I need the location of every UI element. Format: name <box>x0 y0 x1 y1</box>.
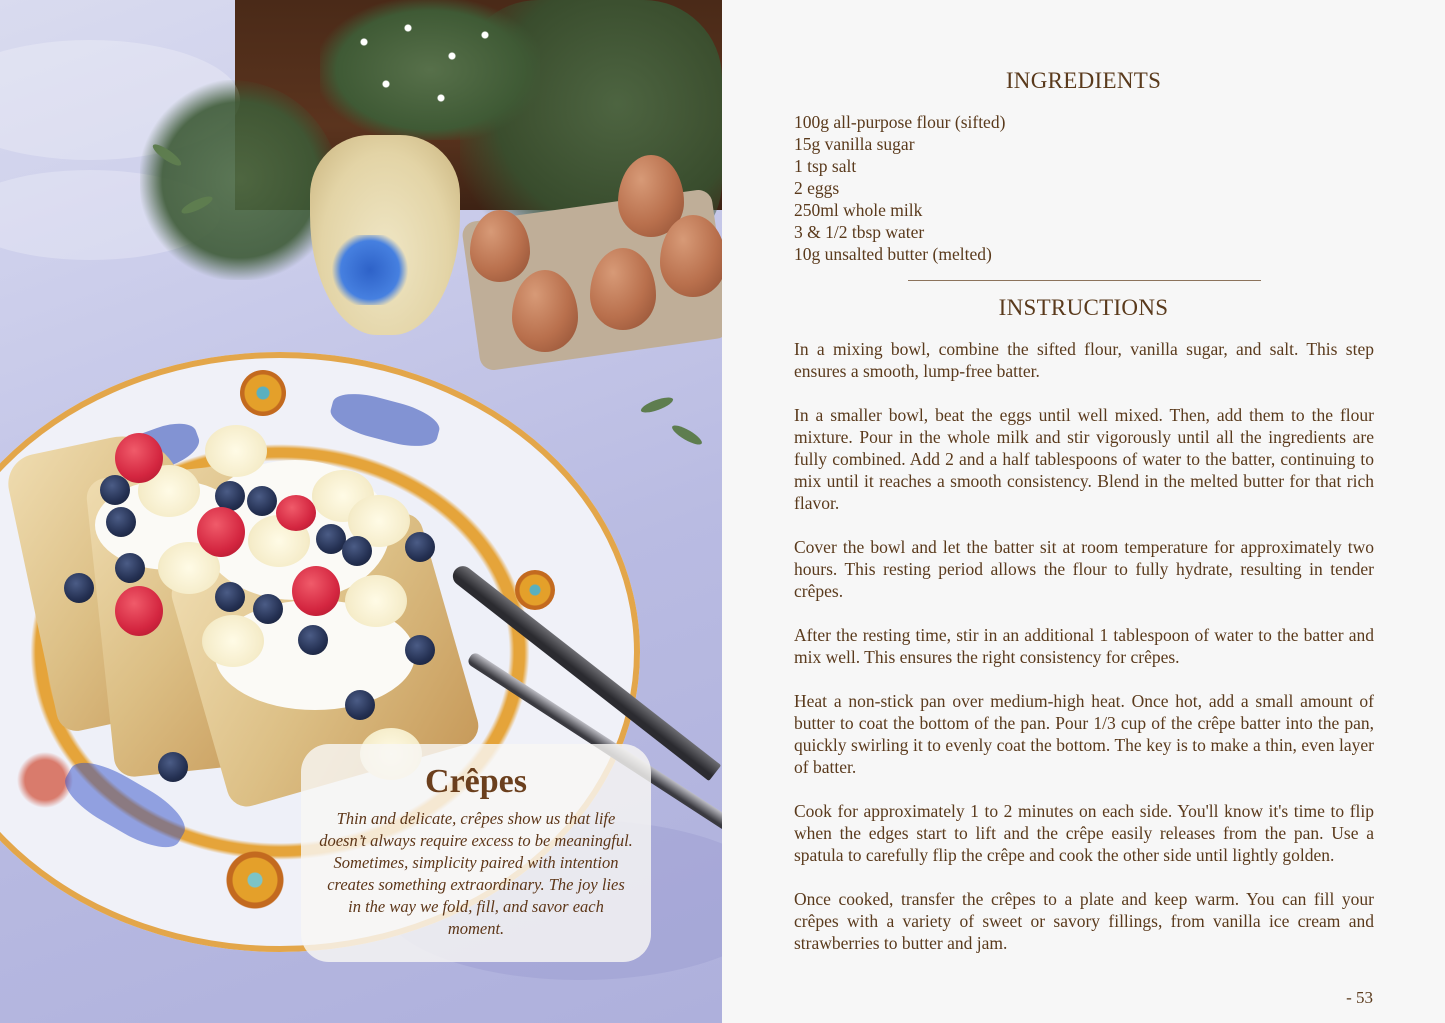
banana-slice <box>345 575 407 627</box>
blueberry <box>64 573 94 603</box>
blueberry <box>253 594 283 624</box>
instruction-step: Heat a non-stick pan over medium-high heat. Once hot, add a small amount of butter to coat the bottom of the pan. Pour 1/3 cup of the crêpe batter into the pan, quickly swirling it to evenly coat the bottom. The key is to make a thin, even layer of batter. <box>794 691 1374 777</box>
instruction-step: After the resting time, stir in an additional 1 tablespoon of water to the batter and mix well. This ensures the right consistency for crêpes. <box>794 625 1374 667</box>
blueberry <box>106 507 136 537</box>
recipe-text-page <box>722 0 1445 1023</box>
instructions-heading: INSTRUCTIONS <box>998 295 1169 320</box>
banana-slice <box>205 425 267 477</box>
instruction-step: In a smaller bowl, beat the eggs until well mixed. Then, add them to the flour mixture. Pour in the whole milk and stir vigorously until all the ingredients are fully combined. Add 2 and a half tablespoons of water to the batter, continuing to mix until it reaches a smooth consistency. Blend in the melted butter for that rich flavor. <box>794 405 1374 513</box>
page-number: - 53 <box>1346 988 1373 1007</box>
leaf <box>670 422 704 448</box>
blueberry <box>405 635 435 665</box>
raspberry <box>115 433 163 483</box>
section-divider <box>908 280 1261 281</box>
ingredients-list <box>794 111 1005 265</box>
blueberry <box>115 553 145 583</box>
vase-blue-flower <box>330 235 410 305</box>
raspberry <box>276 495 316 531</box>
instruction-step: Cook for approximately 1 to 2 minutes on each side. You'll know it's time to flip when the edges start to lift and the crêpe easily releases from the pan. Use a spatula to carefully flip the crêpe and cook the other side until lightly golden. <box>794 801 1374 865</box>
raspberry <box>115 586 163 636</box>
blueberry <box>100 475 130 505</box>
instruction-step: In a mixing bowl, combine the sifted flour, vanilla sugar, and salt. This step ensures a smooth, lump-free batter. <box>794 339 1374 381</box>
recipe-photo <box>0 0 722 1023</box>
instruction-step: Once cooked, transfer the crêpes to a plate and keep warm. You can fill your crêpes with a variety of sweet or savory fillings, from vanilla ice cream and strawberries to butter and jam. <box>794 889 1374 953</box>
blueberry <box>215 582 245 612</box>
raspberry <box>292 566 340 616</box>
babys-breath-bouquet <box>320 0 540 140</box>
ingredient-item: 100g all-purpose flour (sifted) <box>794 112 1006 132</box>
blueberry <box>298 625 328 655</box>
plate-flower <box>515 570 555 610</box>
ingredient-item: 1 tsp salt <box>794 156 857 176</box>
instruction-step: Cover the bowl and let the batter sit at room temperature for approximately two hours. This resting period allows the flour to fully hydrate, resulting in tender crêpes. <box>794 537 1374 601</box>
blueberry <box>405 532 435 562</box>
banana-slice <box>202 615 264 667</box>
plate-flower <box>240 370 286 416</box>
caption-card <box>301 744 651 962</box>
blueberry <box>345 690 375 720</box>
recipe-title: Crêpes <box>425 763 527 800</box>
raspberry <box>197 507 245 557</box>
instructions-body <box>794 338 1374 976</box>
plate-flower <box>225 850 285 910</box>
ingredients-heading: INGREDIENTS <box>1005 68 1162 93</box>
blueberry <box>158 752 188 782</box>
ingredient-item: 10g unsalted butter (melted) <box>794 244 992 264</box>
ingredient-item: 15g vanilla sugar <box>794 134 915 154</box>
blueberry <box>247 486 277 516</box>
ingredient-item: 250ml whole milk <box>794 200 923 220</box>
recipe-quote: Thin and delicate, crêpes show us that life doesn’t always require excess to be meaningful. Sometimes, simplicity paired with intention creates something extraordinary. The joy lies in the way we fold, fill, and savor each moment. <box>319 809 633 938</box>
blueberry <box>342 536 372 566</box>
ingredient-item: 3 & 1/2 tbsp water <box>794 222 925 242</box>
leaf <box>639 394 674 415</box>
egg <box>660 215 722 297</box>
ingredient-item: 2 eggs <box>794 178 840 198</box>
